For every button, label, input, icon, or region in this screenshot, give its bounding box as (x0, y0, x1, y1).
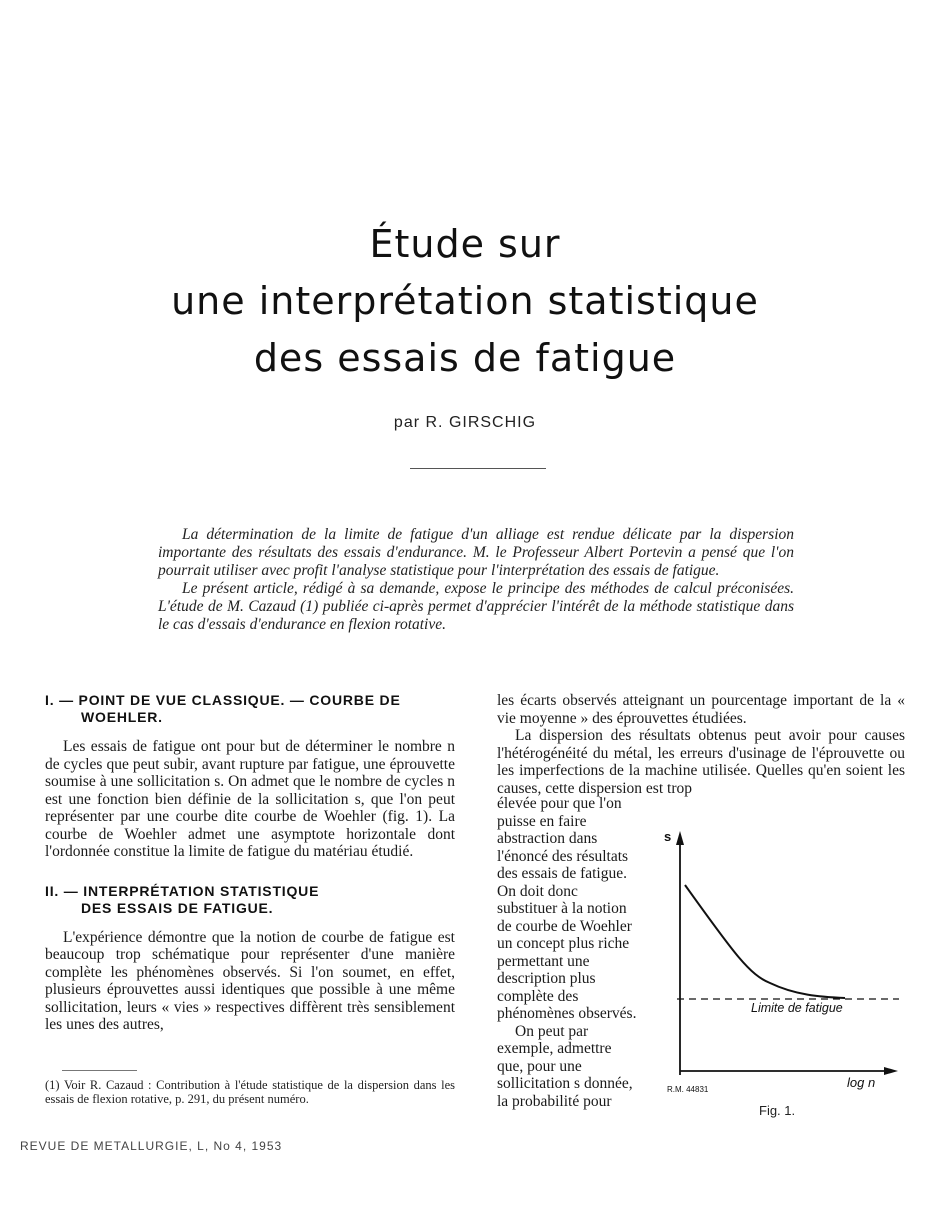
footnote: (1) Voir R. Cazaud : Contribution à l'étude statistique de la dispersion dans les essais de flexion rotative, p. 291, du présent numéro. (45, 1078, 455, 1106)
right-paragraph-1: les écarts observés atteignant un pourcentage important de la « vie moyenne » des éprouvettes étudiées. (497, 692, 905, 727)
section-1-heading (45, 692, 455, 726)
section-2-body (45, 929, 455, 1034)
figure-1-woehler-curve (655, 825, 905, 1125)
section-2-heading-line-1: II. — INTERPRÉTATION STATISTIQUE (45, 882, 320, 899)
left-column (45, 692, 455, 1034)
section-2-heading (45, 883, 455, 917)
title-line-2: une interprétation statistique (171, 279, 759, 323)
woehler-curve (685, 885, 845, 998)
figure-ref: R.M. 44831 (667, 1085, 709, 1094)
right-narrow-column (497, 795, 637, 1110)
right-paragraph-2: La dispersion des résultats obtenus peut avoir pour causes l'hétérogénéité du métal, les erreurs d'usinage de l'éprouvette ou les imperfections de la machine utilisée. Quelles qu'en soient les causes, cette dispersion est trop (497, 727, 905, 797)
x-axis-arrow (884, 1067, 898, 1075)
journal-footer: REVUE DE METALLURGIE, L, No 4, 1953 (20, 1139, 283, 1153)
title-line-3: des essais de fatigue (253, 336, 677, 380)
title-divider (410, 468, 546, 469)
author: par R. GIRSCHIG (393, 414, 537, 431)
y-axis-arrow (676, 831, 684, 845)
section-1-body (45, 738, 455, 861)
x-axis-label: log n (847, 1075, 876, 1090)
section-2-paragraph: L'expérience démontre que la notion de courbe de fatigue est beaucoup trop schématique pour représenter d'une manière complète les phénomènes observés. Si l'on soumet, en effet, plusieurs éprouvettes aussi identiques que possible à une même sollicitation, leurs « vies » respectives diffèrent très sensiblement les unes des autres, (45, 928, 455, 1033)
asymptote-label: Limite de fatigue (751, 1001, 843, 1015)
section-2-heading-line-2: DES ESSAIS DE FATIGUE. (81, 899, 274, 916)
section-1-heading-line-2: WOEHLER. (81, 709, 163, 725)
y-axis-label: s (664, 829, 672, 844)
footnote-divider (62, 1070, 137, 1071)
title-line-1: Étude sur (369, 222, 561, 266)
abstract-paragraph-1: La détermination de la limite de fatigue d'un alliage est rendue délicate par la dispersion importante des résultats des essais d'endurance. M. le Professeur Albert Portevin a pensé que l'on pourrait utiliser avec profit l'analyse statistique pour l'interprétation des essais de fatigue. (158, 526, 794, 579)
right-column (497, 692, 905, 797)
figure-caption: Fig. 1. (759, 1103, 796, 1118)
abstract-paragraph-2: Le présent article, rédigé à sa demande, expose le principe des méthodes de calcul préconisées. L'étude de M. Cazaud (1) publiée ci-après permet d'apprécier l'intérêt de la méthode statistique dans le cas d'essais d'endurance en flexion rotative. (158, 580, 794, 633)
section-1-paragraph: Les essais de fatigue ont pour but de déterminer le nombre n de cycles que peut subir, avant rupture par fatigue, une éprouvette soumise à une sollicitation s. On admet que le nombre de cycles n est une fonction bien définie de la sollicitation s, que l'on peut représenter par une courbe dite courbe de Woehler (fig. 1). La courbe de Woehler admet une asymptote horizontale dont l'ordonnée constitue la limite de fatigue du matériau étudié. (45, 738, 455, 860)
narrow-paragraph-2: On peut par exemple, admettre que, pour une sollicitation s donnée, la probabilité pour (497, 1022, 633, 1110)
narrow-paragraph-1: élevée pour que l'on puisse en faire abstraction dans l'énoncé des résultats des essais de fatigue. On doit donc substituer à la notion de courbe de Woehler un concept plus riche permettant une description plus complète des phénomènes observés. (497, 795, 637, 1022)
section-1-heading-line-1: I. — POINT DE VUE CLASSIQUE. — COURBE DE (45, 692, 401, 708)
abstract (158, 526, 794, 634)
